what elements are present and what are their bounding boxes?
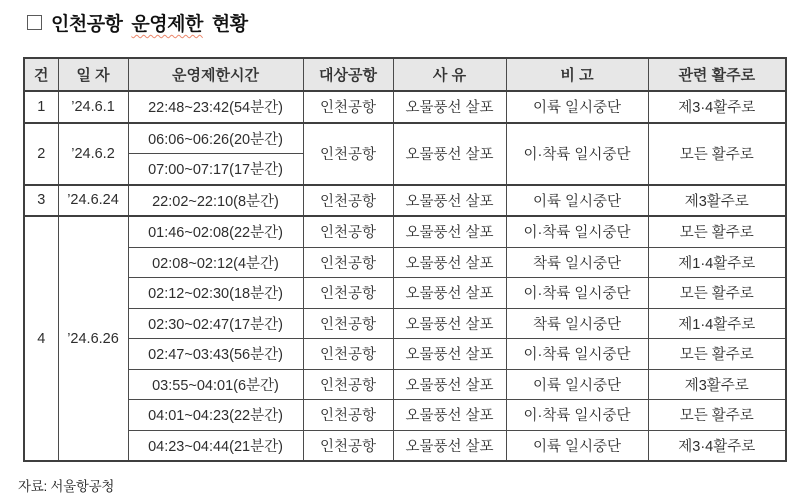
reason-cell: 오물풍선 살포 [393, 430, 506, 461]
airport-cell: 인천공항 [303, 369, 393, 400]
header-case: 건 [24, 58, 58, 91]
square-bullet-icon [27, 15, 42, 30]
table-row [24, 430, 786, 461]
title-word-status: 현황 [211, 14, 248, 35]
table-row [24, 369, 786, 400]
table-header [24, 58, 786, 91]
time-cell: 06:06~06:26(20분간) [128, 123, 303, 154]
airport-cell: 인천공항 [303, 430, 393, 461]
header-runway: 관련 활주로 [648, 58, 786, 91]
airport-cell: 인천공항 [303, 185, 393, 217]
header-time: 운영제한시간 [128, 58, 303, 91]
case-cell: 3 [24, 185, 58, 217]
header-airport: 대상공항 [303, 58, 393, 91]
header-date: 일 자 [58, 58, 128, 91]
document-page [0, 9, 800, 500]
airport-cell: 인천공항 [303, 123, 393, 185]
reason-cell: 오물풍선 살포 [393, 91, 506, 123]
case-cell: 2 [24, 123, 58, 185]
airport-cell: 인천공항 [303, 91, 393, 123]
runway-cell: 모든 활주로 [648, 216, 786, 247]
reason-cell: 오물풍선 살포 [393, 369, 506, 400]
note-cell: 이륙 일시중단 [506, 430, 648, 461]
time-cell: 22:48~23:42(54분간) [128, 91, 303, 123]
time-cell: 03:55~04:01(6분간) [128, 369, 303, 400]
airport-cell: 인천공항 [303, 278, 393, 309]
reason-cell: 오물풍선 살포 [393, 185, 506, 217]
reason-cell: 오물풍선 살포 [393, 123, 506, 185]
reason-cell: 오물풍선 살포 [393, 339, 506, 370]
airport-cell: 인천공항 [303, 247, 393, 278]
runway-cell: 제3활주로 [648, 185, 786, 217]
runway-cell: 제3활주로 [648, 369, 786, 400]
note-cell: 이륙 일시중단 [506, 185, 648, 217]
table-row [24, 123, 786, 154]
runway-cell: 모든 활주로 [648, 278, 786, 309]
title-word-restriction: 운영제한 [131, 14, 203, 35]
time-cell: 22:02~22:10(8분간) [128, 185, 303, 217]
time-cell: 04:01~04:23(22분간) [128, 400, 303, 431]
airport-cell: 인천공항 [303, 339, 393, 370]
table-row [24, 185, 786, 217]
date-cell: ’24.6.24 [58, 185, 128, 217]
runway-cell: 모든 활주로 [648, 400, 786, 431]
note-cell: 이·착륙 일시중단 [506, 278, 648, 309]
time-cell: 04:23~04:44(21분간) [128, 430, 303, 461]
runway-cell: 제1·4활주로 [648, 308, 786, 339]
reason-cell: 오물풍선 살포 [393, 400, 506, 431]
restriction-table [23, 57, 787, 462]
time-cell: 02:47~03:43(56분간) [128, 339, 303, 370]
note-cell: 이·착륙 일시중단 [506, 216, 648, 247]
reason-cell: 오물풍선 살포 [393, 216, 506, 247]
time-cell: 02:12~02:30(18분간) [128, 278, 303, 309]
source-note: 자료: 서울항공청 [18, 479, 115, 494]
runway-cell: 제3·4활주로 [648, 91, 786, 123]
case-cell: 1 [24, 91, 58, 123]
table-row [24, 278, 786, 309]
header-note: 비 고 [506, 58, 648, 91]
time-cell: 02:30~02:47(17분간) [128, 308, 303, 339]
table-row [24, 247, 786, 278]
note-cell: 이·착륙 일시중단 [506, 400, 648, 431]
header-row [24, 58, 786, 91]
date-cell: ’24.6.26 [58, 216, 128, 461]
table-row [24, 308, 786, 339]
title-word-airport: 인천공항 [51, 14, 123, 35]
table-row [24, 339, 786, 370]
airport-cell: 인천공항 [303, 400, 393, 431]
reason-cell: 오물풍선 살포 [393, 308, 506, 339]
airport-cell: 인천공항 [303, 216, 393, 247]
note-cell: 이·착륙 일시중단 [506, 123, 648, 185]
time-cell: 01:46~02:08(22분간) [128, 216, 303, 247]
table-row [24, 216, 786, 247]
reason-cell: 오물풍선 살포 [393, 247, 506, 278]
table-row [24, 91, 786, 123]
runway-cell: 제3·4활주로 [648, 430, 786, 461]
runway-cell: 제1·4활주로 [648, 247, 786, 278]
note-cell: 착륙 일시중단 [506, 247, 648, 278]
page-title [27, 9, 800, 36]
note-cell: 이륙 일시중단 [506, 369, 648, 400]
runway-cell: 모든 활주로 [648, 339, 786, 370]
header-reason: 사 유 [393, 58, 506, 91]
note-cell: 착륙 일시중단 [506, 308, 648, 339]
reason-cell: 오물풍선 살포 [393, 278, 506, 309]
note-cell: 이륙 일시중단 [506, 91, 648, 123]
table-row [24, 400, 786, 431]
date-cell: ’24.6.2 [58, 123, 128, 185]
date-cell: ’24.6.1 [58, 91, 128, 123]
time-cell: 07:00~07:17(17분간) [128, 154, 303, 185]
airport-cell: 인천공항 [303, 308, 393, 339]
runway-cell: 모든 활주로 [648, 123, 786, 185]
time-cell: 02:08~02:12(4분간) [128, 247, 303, 278]
case-cell: 4 [24, 216, 58, 461]
note-cell: 이·착륙 일시중단 [506, 339, 648, 370]
